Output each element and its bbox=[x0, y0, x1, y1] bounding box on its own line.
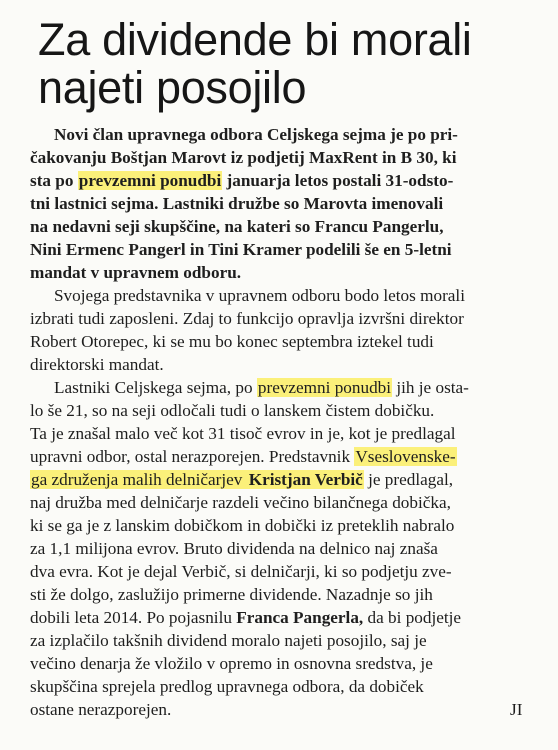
highlight-vseslovenske: Vseslovenske- bbox=[355, 447, 456, 466]
p3-line-1: Lastniki Celjskega sejma, po prevzemni ponudbi jih je osta- bbox=[54, 378, 469, 397]
p3-line-15: ostane nerazporejen. bbox=[30, 700, 172, 719]
p3-line-2: lo še 21, so na seji odločali tudi o lanskem čistem dobičku. bbox=[30, 401, 435, 420]
highlight-zdruzenje-malih-delnicarjev: ga združenja malih delničarjev bbox=[31, 470, 247, 489]
highlight-prevzemni-ponudbi-2: prevzemni ponudbi bbox=[257, 378, 392, 397]
p3-line-13: večino denarja že vložilo v opremo in osnovna sredstva, je bbox=[30, 654, 433, 673]
p3-line-10: sti že dolgo, zaslužijo primerne dividende. Nazadnje so jih bbox=[30, 585, 433, 604]
byline: JI bbox=[510, 700, 523, 719]
lead-line-7: mandat v upravnem odboru. bbox=[30, 263, 242, 282]
p3-line-11: dobili leta 2014. Po pojasnilu Franca Pangerla, da bi podjetje bbox=[30, 608, 462, 627]
headline-line-1: Za dividende bi morali bbox=[38, 14, 472, 65]
lead-line-6: Nini Ermenc Pangerl in Tini Kramer podelili še en 5-letni bbox=[30, 240, 452, 259]
p3-line-14: skupščina sprejela predlog upravnega odbora, da dobiček bbox=[30, 677, 424, 696]
lead-line-5: na nedavni seji skupščine, na kateri so Francu Pangerlu, bbox=[30, 217, 444, 236]
p3-line-8: za 1,1 milijona evrov. Bruto dividenda na delnico naj znaša bbox=[30, 539, 438, 558]
lead-line-4: tni lastnici sejma. Lastniki družbe so Marovta imenovali bbox=[30, 194, 444, 213]
p2-line-1: Svojega predstavnika v upravnem odboru bodo letos morali bbox=[54, 286, 465, 305]
p3-line-4: upravni odbor, ostal nerazporejen. Predstavnik Vseslovenske- bbox=[30, 447, 456, 466]
lead-line-3: sta po prevzemni ponudbi januarja letos postali 31-odsto- bbox=[30, 171, 454, 190]
p2-line-4: direktorski mandat. bbox=[30, 355, 164, 374]
p3-line-5: ga združenja malih delničarjev Kristjan Verbič je predlagal, bbox=[31, 470, 454, 489]
lead-line-2: čakovanju Boštjan Marovt iz podjetij MaxRent in B 30, ki bbox=[30, 148, 457, 167]
headline-line-2: najeti posojilo bbox=[38, 62, 307, 113]
p2-line-3: Robert Otorepec, ki se mu bo konec septembra iztekel tudi bbox=[30, 332, 434, 351]
highlight-prevzemni-ponudbi: prevzemni ponudbi bbox=[78, 171, 222, 190]
bold-franca-pangerla: Franca Pangerla, bbox=[236, 608, 364, 627]
highlight-kristjan-verbic: Kristjan Verbič bbox=[248, 470, 363, 489]
p3-line-9: dva evra. Kot je dejal Verbič, si delničarji, ki so podjetju zve- bbox=[30, 562, 452, 581]
p3-line-6: naj družba med delničarje razdeli večino bilančnega dobička, bbox=[30, 493, 451, 512]
p3-line-3: Ta je znašal malo več kot 31 tisoč evrov in je, kot je predlagal bbox=[30, 424, 456, 443]
p3-line-7: ki se ga je z lanskim dobičkom in dobički iz preteklih nabralo bbox=[30, 516, 455, 535]
p3-line-12: za izplačilo takšnih dividend moralo najeti posojilo, saj je bbox=[30, 631, 427, 650]
lead-line-1: Novi član upravnega odbora Celjskega sejma je po pri- bbox=[54, 125, 458, 144]
headline bbox=[38, 16, 538, 112]
p2-line-2: izbrati tudi zaposleni. Zdaj to funkcijo opravlja izvršni direktor bbox=[30, 309, 464, 328]
